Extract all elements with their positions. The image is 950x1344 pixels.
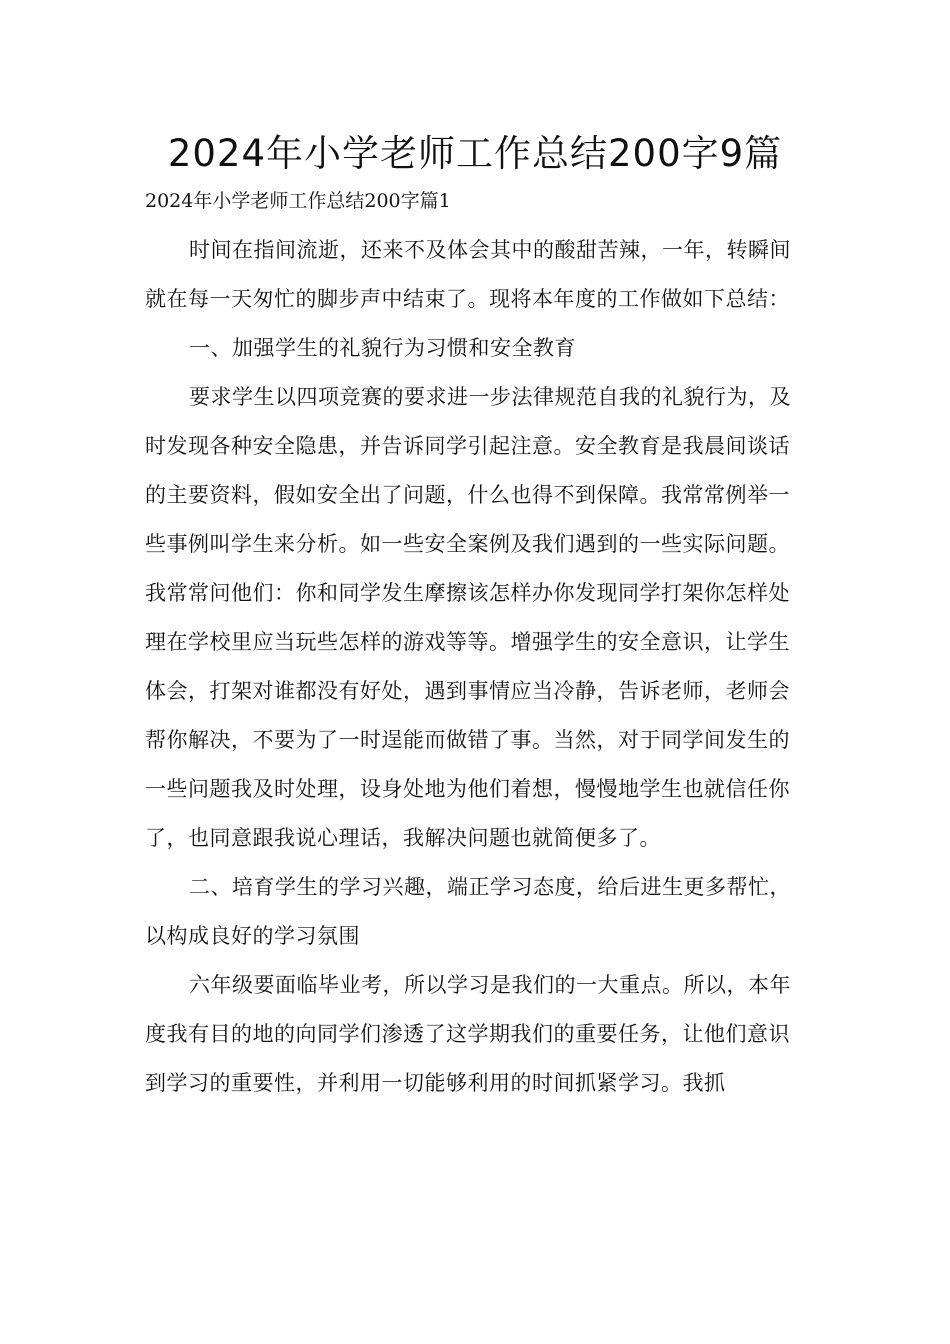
- heading-section-2: 二、培育学生的学习兴趣，端正学习态度，给后进生更多帮忙，以构成良好的学习氛围: [145, 875, 791, 948]
- paragraph-intro: 时间在指间流逝，还来不及体会其中的酸甜苦辣，一年，转瞬间就在每一天匆忙的脚步声中结束了。现将本年度的工作做如下总结：: [145, 238, 791, 311]
- heading-section-1: 一、加强学生的礼貌行为习惯和安全教育: [189, 336, 576, 360]
- paragraph-section-2: 六年级要面临毕业考，所以学习是我们的一大重点。所以，本年度我有目的地的向同学们渗透了这学期我们的重要任务，让他们意识到学习的重要性，并利用一切能够利用的时间抓紧学习。我抓: [145, 973, 791, 1095]
- document-body: [145, 226, 809, 1108]
- document-title: 2024年小学老师工作总结200字9篇: [167, 132, 783, 175]
- paragraph-section-1: 要求学生以四项竞赛的要求进一步法律规范自我的礼貌行为，及时发现各种安全隐患，并告诉同学引起注意。安全教育是我晨间谈话的主要资料，假如安全出了问题，什么也得不到保障。我常常例举一些事例叫学生来分析。如一些安全案例及我们遇到的一些实际问题。我常常问他们：你和同学发生摩擦该怎样办你发现同学打架你怎样处理在学校里应当玩些怎样的游戏等等。增强学生的安全意识，让学生体会，打架对谁都没有好处，遇到事情应当冷静，告诉老师，老师会帮你解决，不要为了一时逞能而做错了事。当然，对于同学间发生的一些问题我及时处理，设身处地为他们着想，慢慢地学生也就信任你了，也同意跟我说心理话，我解决问题也就简便多了。: [145, 385, 791, 850]
- section-subtitle: 2024年小学老师工作总结200字篇1: [145, 190, 451, 212]
